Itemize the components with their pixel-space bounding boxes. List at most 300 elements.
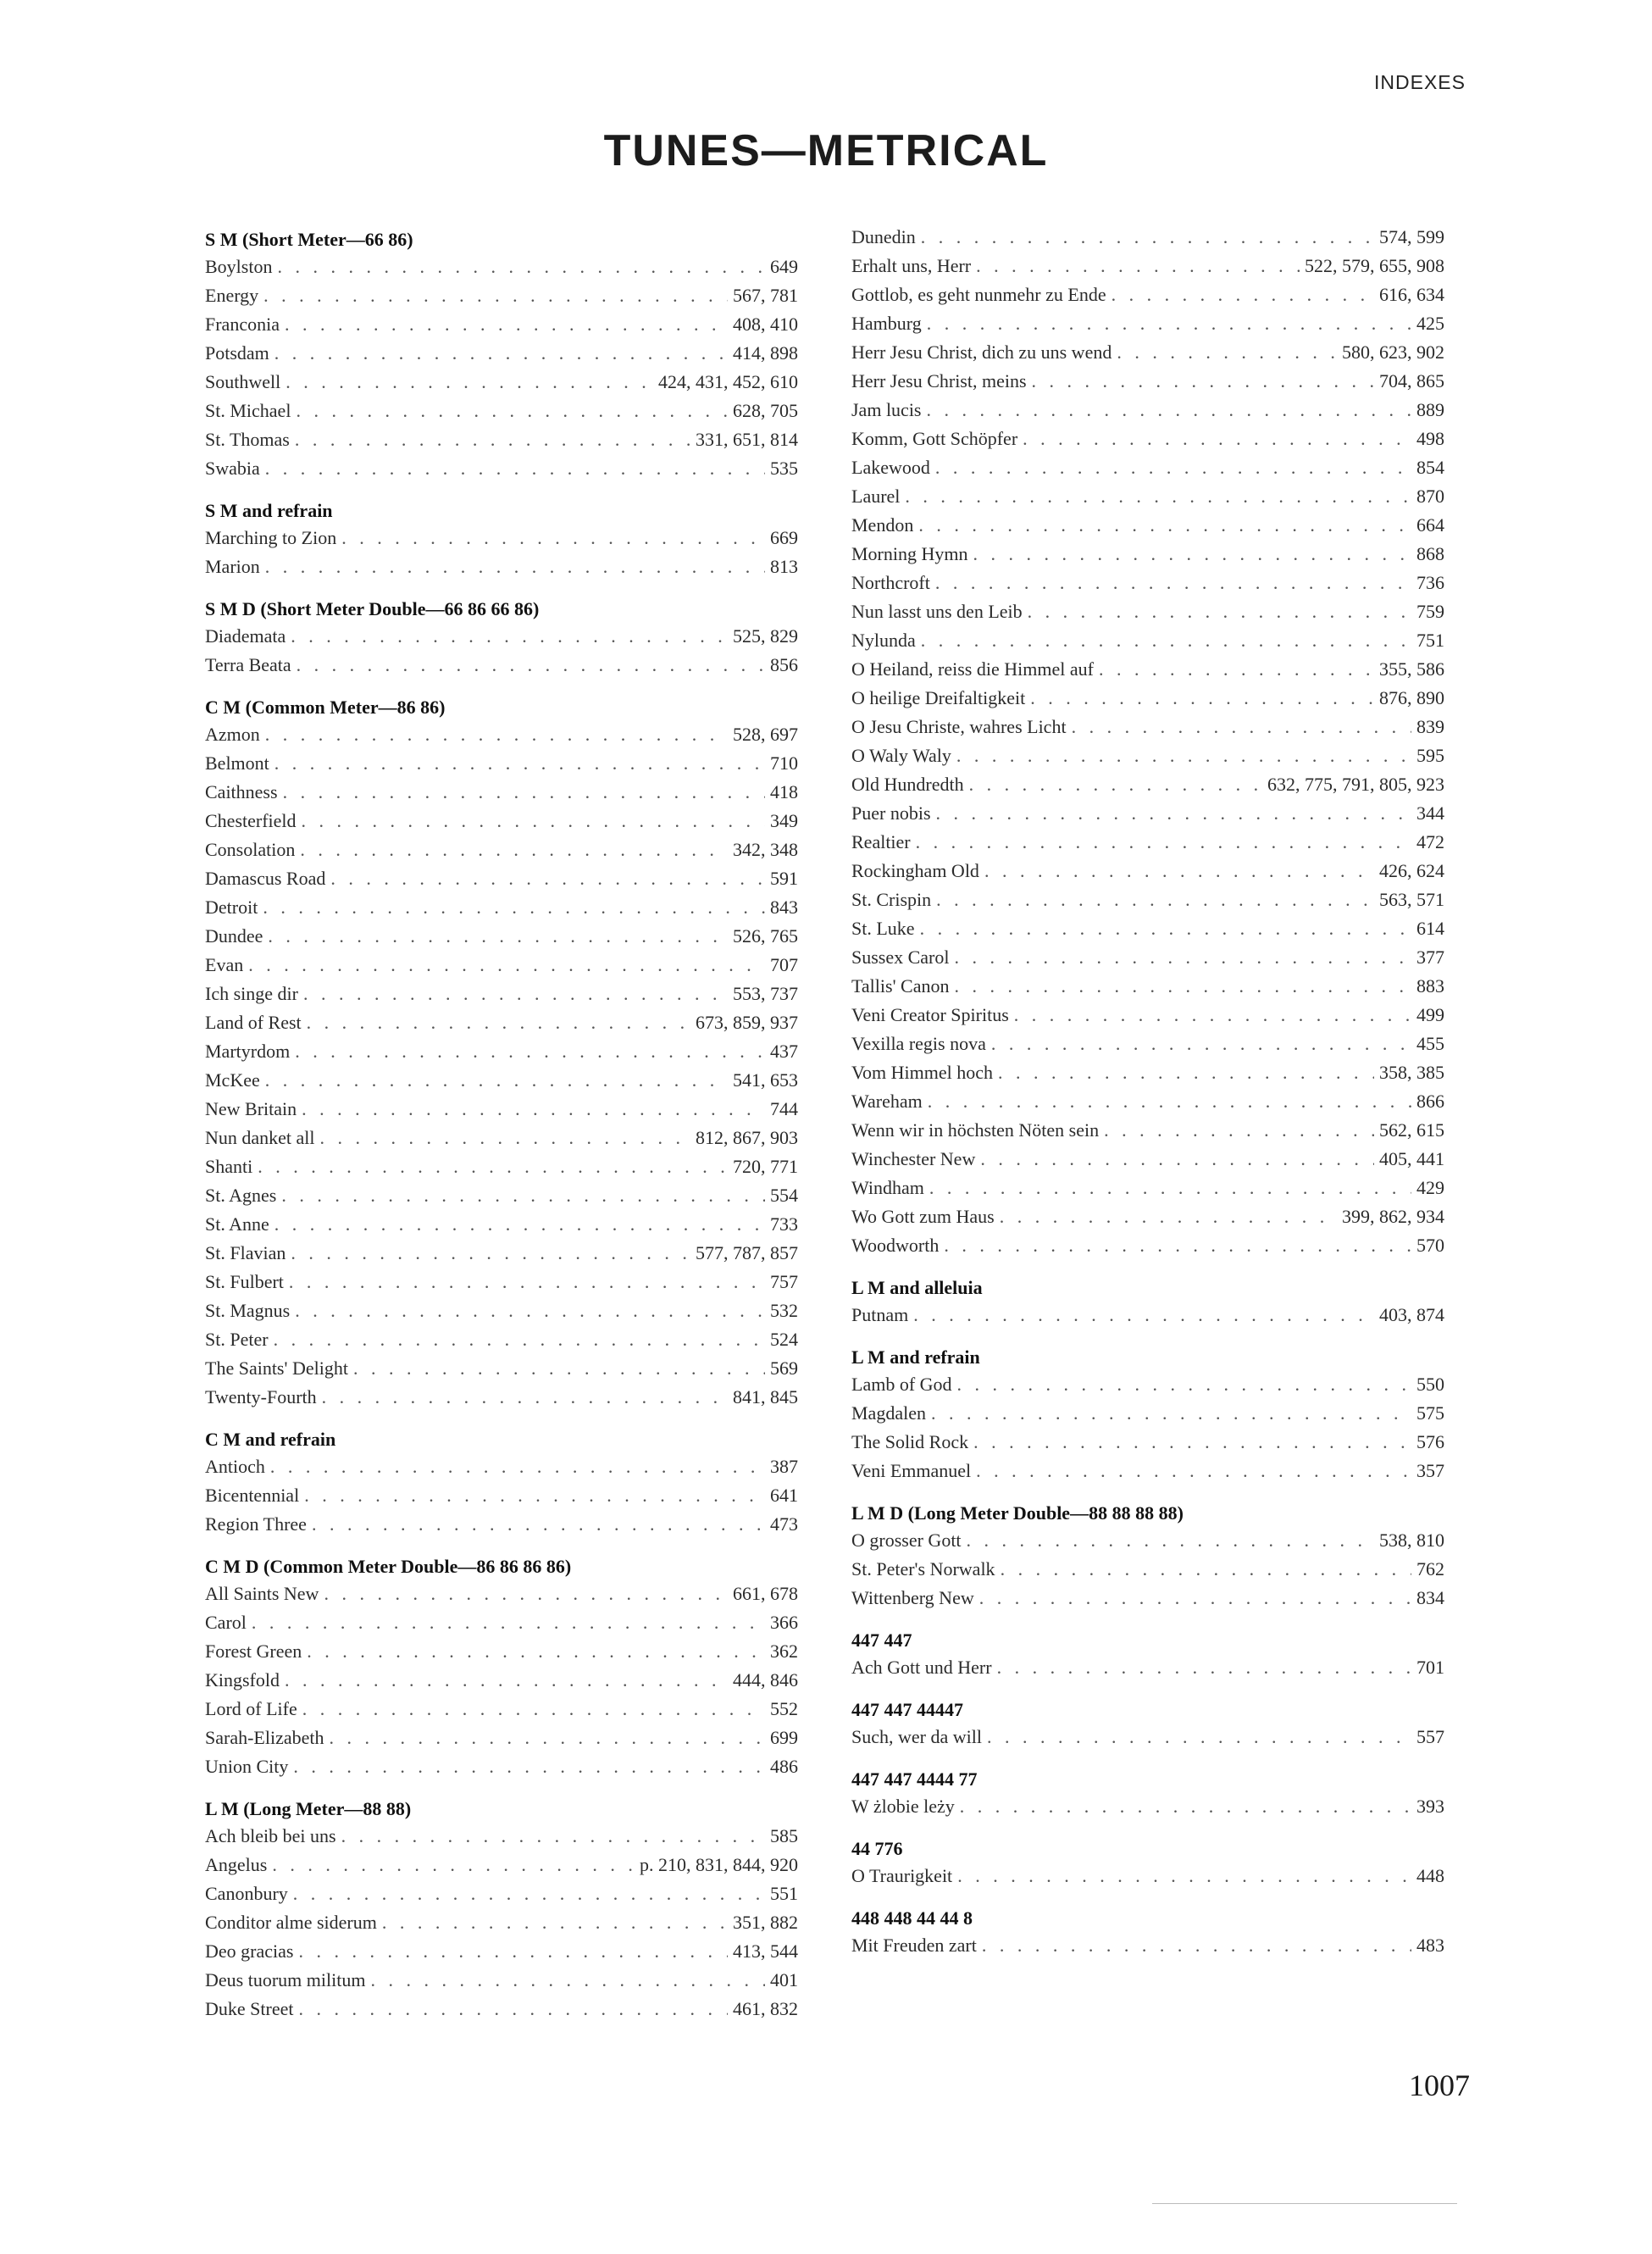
hymn-numbers: 444, 846 [733,1669,798,1690]
tune-name: St. Peter's Norwalk [851,1558,995,1579]
tune-name: Lamb of God [851,1374,952,1395]
index-entry [205,651,798,680]
dot-leader [987,1723,1411,1752]
hymn-numbers: 669 [770,527,798,548]
index-entry [205,454,798,483]
section-heading: 447 447 4444 77 [851,1768,978,1790]
hymn-numbers: 616, 634 [1379,284,1444,305]
tune-name: New Britain [205,1098,297,1119]
index-entry [851,1457,1444,1485]
dot-leader [265,720,728,749]
index-entry [205,1152,798,1181]
hymn-numbers: 538, 810 [1379,1530,1444,1551]
hymn-numbers: 843 [770,897,798,918]
tune-name: Woodworth [851,1235,940,1256]
index-entry [851,1584,1444,1613]
tune-name: Veni Emmanuel [851,1460,972,1481]
dot-leader [291,622,728,651]
tune-name: Duke Street [205,1998,294,2019]
index-entry [205,1239,798,1268]
dot-leader [272,1851,635,1879]
hymn-numbers: 841, 845 [733,1386,798,1407]
index-entry [205,778,798,807]
index-entry [205,1937,798,1966]
index-entry [205,368,798,397]
tune-name: Terra Beata [205,654,291,675]
section-heading: S M (Short Meter—66 86) [205,229,413,250]
dot-leader [296,397,728,425]
dot-leader [330,1724,766,1752]
hymn-numbers: 342, 348 [733,839,798,860]
hymn-numbers: 580, 623, 902 [1342,341,1444,363]
dot-leader [936,799,1412,828]
hymn-numbers: 563, 571 [1379,889,1444,910]
index-entry [851,280,1444,309]
dot-leader [295,1037,765,1066]
section-gap [851,1485,1444,1501]
hymn-numbers: 522, 579, 655, 908 [1305,255,1444,276]
tune-name: Old Hundredth [851,774,964,795]
index-entry [851,1723,1444,1752]
hymn-numbers: 707 [770,954,798,975]
dot-leader [944,1231,1411,1260]
dot-leader [341,524,765,552]
index-entry [851,799,1444,828]
dot-leader [1014,1001,1411,1030]
hymn-numbers: 704, 865 [1379,370,1444,391]
section-heading: L M and alleluia [851,1277,983,1298]
index-entry [851,943,1444,972]
dot-leader [263,281,728,310]
hymn-numbers: 751 [1416,630,1444,651]
index-entry [205,1008,798,1037]
tune-name: The Saints' Delight [205,1357,348,1379]
tune-name: Belmont [205,752,269,774]
index-entry [851,914,1444,943]
hymn-numbers: 429 [1416,1177,1444,1198]
dot-leader [935,453,1411,482]
hymn-numbers: 344 [1416,802,1444,824]
tune-name: Ach bleib bei uns [205,1825,336,1846]
index-entry [205,253,798,281]
tune-name: All Saints New [205,1583,319,1604]
index-entry [851,1116,1444,1145]
tune-name: Realtier [851,831,911,852]
tune-name: Sussex Carol [851,947,950,968]
hymn-numbers: 649 [770,256,798,277]
tune-name: Wenn wir in höchsten Nöten sein [851,1119,1100,1141]
hymn-numbers: 405, 441 [1379,1148,1444,1169]
tune-name: Wo Gott zum Haus [851,1206,995,1227]
hymn-numbers: 437 [770,1041,798,1062]
index-entry [205,864,798,893]
hymn-numbers: 550 [1416,1374,1444,1395]
tune-name: Region Three [205,1513,307,1535]
index-entry [851,1087,1444,1116]
index-column-left [205,227,798,2024]
dot-leader [289,1268,765,1296]
index-entry [851,1145,1444,1174]
hymn-numbers: 414, 898 [733,342,798,364]
section-heading: C M and refrain [205,1429,336,1450]
hymn-numbers: 762 [1416,1558,1444,1579]
dot-leader [955,943,1412,972]
tune-name: The Solid Rock [851,1431,969,1452]
dot-leader [1032,367,1374,396]
tune-name: Gottlob, es geht nunmehr zu Ende [851,284,1106,305]
dot-leader [353,1354,765,1383]
hymn-numbers: 553, 737 [733,983,798,1004]
index-entry [851,684,1444,713]
dot-leader [957,1370,1411,1399]
hymn-numbers: 401 [770,1969,798,1990]
section-heading: 44 776 [851,1838,903,1859]
tune-name: St. Fulbert [205,1271,284,1292]
tune-name: Lakewood [851,457,930,478]
dot-leader [258,1152,728,1181]
index-entry [851,1370,1444,1399]
dot-leader [976,252,1300,280]
dot-leader [274,1210,765,1239]
hymn-numbers: 720, 771 [733,1156,798,1177]
dot-leader [304,1481,765,1510]
index-entry [205,1095,798,1124]
hymn-numbers: 883 [1416,975,1444,997]
dot-leader [252,1608,765,1637]
index-entry [851,1428,1444,1457]
tune-name: Detroit [205,897,258,918]
index-entry [205,1124,798,1152]
dot-leader [341,1822,765,1851]
tune-name: Canonbury [205,1883,288,1904]
dot-leader [921,223,1374,252]
tune-name: Shanti [205,1156,253,1177]
section-gap [205,680,798,695]
hymn-numbers: 701 [1416,1657,1444,1678]
section-heading: C M (Common Meter—86 86) [205,697,446,718]
dot-leader [1028,597,1411,626]
index-entry [851,857,1444,886]
hymn-numbers: 358, 385 [1379,1062,1444,1083]
tune-name: Kingsfold [205,1669,280,1690]
index-entry [851,309,1444,338]
index-entry [851,1001,1444,1030]
hymn-numbers: 569 [770,1357,798,1379]
tune-name: Dunedin [851,226,916,247]
dot-leader [957,1862,1411,1890]
hymn-numbers: 535 [770,458,798,479]
hymn-numbers: 387 [770,1456,798,1477]
tune-name: Potsdam [205,342,269,364]
dot-leader [295,1296,765,1325]
hymn-numbers: 557 [1416,1726,1444,1747]
hymn-numbers: 856 [770,654,798,675]
tune-name: Komm, Gott Schöpfer [851,428,1018,449]
tune-name: Damascus Road [205,868,326,889]
index-entry [205,1579,798,1608]
dot-leader [1099,655,1374,684]
tune-name: Dundee [205,925,263,947]
hymn-numbers: 349 [770,810,798,831]
dot-leader [307,1008,690,1037]
hymn-numbers: 567, 781 [733,285,798,306]
tune-name: O Jesu Christe, wahres Licht [851,716,1067,737]
hymn-numbers: 357 [1416,1460,1444,1481]
dot-leader [281,1181,765,1210]
section-gap [851,1752,1444,1767]
dot-leader [293,1879,765,1908]
tune-name: Herr Jesu Christ, meins [851,370,1027,391]
hymn-numbers: 813 [770,556,798,577]
dot-leader [285,310,728,339]
tune-name: Wittenberg New [851,1587,974,1608]
hymn-numbers: 574, 599 [1379,226,1444,247]
index-entry [205,1452,798,1481]
hymn-numbers: 425 [1416,313,1444,334]
hymn-numbers: 889 [1416,399,1444,420]
dot-leader [1023,425,1411,453]
dot-leader [265,552,765,581]
tune-name: St. Peter [205,1329,269,1350]
tune-name: Southwell [205,371,281,392]
index-entry [205,1995,798,2024]
index-entry [851,1555,1444,1584]
hymn-numbers: 424, 431, 452, 610 [658,371,798,392]
hymn-numbers: 351, 882 [733,1912,798,1933]
hymn-numbers: 461, 832 [733,1998,798,2019]
dot-leader [956,741,1411,770]
tune-name: St. Magnus [205,1300,291,1321]
tune-name: O heilige Dreifaltigkeit [851,687,1026,708]
index-entry [205,1851,798,1879]
index-entry [851,972,1444,1001]
dot-leader [320,1124,690,1152]
tune-name: Conditor alme siderum [205,1912,377,1933]
dot-leader [1104,1116,1374,1145]
dot-leader [277,253,765,281]
dot-leader [960,1792,1411,1821]
index-entry [851,338,1444,367]
dot-leader [997,1653,1411,1682]
hymn-numbers: 577, 787, 857 [696,1242,798,1263]
page-number: 1007 [1409,2068,1470,2102]
index-entry [851,886,1444,914]
index-entry [205,1879,798,1908]
dot-leader [1072,713,1411,741]
index-entry [205,951,798,980]
tune-name: Energy [205,285,259,306]
dot-leader [928,1087,1411,1116]
dot-leader [982,1931,1411,1960]
section-heading: S M D (Short Meter Double—66 86 66 86) [205,598,540,619]
dot-leader [274,339,728,368]
tune-name: St. Michael [205,400,291,421]
section-gap [851,1260,1444,1275]
tune-name: Antioch [205,1456,265,1477]
hymn-numbers: 525, 829 [733,625,798,647]
dot-leader [921,626,1411,655]
index-entry [205,1822,798,1851]
dot-leader [929,1174,1411,1202]
tune-name: O Waly Waly [851,745,951,766]
hymn-numbers: 870 [1416,486,1444,507]
tune-name: Winchester New [851,1148,976,1169]
tune-name: Rockingham Old [851,860,979,881]
dot-leader [913,1301,1374,1330]
index-entry [205,1181,798,1210]
dot-leader [1000,1202,1337,1231]
tune-name: Caithness [205,781,278,802]
hymn-numbers: 486 [770,1756,798,1777]
index-entry [851,770,1444,799]
hymn-numbers: 554 [770,1185,798,1206]
section-heading: L M D (Long Meter Double—88 88 88 88) [851,1502,1184,1524]
hymn-numbers: 699 [770,1727,798,1748]
hymn-numbers: 812, 867, 903 [696,1127,798,1148]
index-entry [205,1383,798,1412]
tune-name: Tallis' Canon [851,975,950,997]
section-heading: 447 447 44447 [851,1699,963,1720]
section-gap [205,483,798,498]
tune-name: O Heiland, reiss die Himmel auf [851,658,1094,680]
dot-leader [1001,1555,1411,1584]
dot-leader [274,1325,765,1354]
hymn-numbers: 455 [1416,1033,1444,1054]
dot-leader [265,1066,728,1095]
hymn-numbers: p. 210, 831, 844, 920 [640,1854,798,1875]
index-entry [205,1037,798,1066]
dot-leader [927,309,1411,338]
index-entry [851,1862,1444,1890]
index-entry [205,622,798,651]
index-entry [851,655,1444,684]
dot-leader [297,651,765,680]
dot-leader [274,749,765,778]
index-entry [851,1526,1444,1555]
section-gap [205,1412,798,1427]
index-entry [205,397,798,425]
index-entry [851,367,1444,396]
dot-leader [969,770,1262,799]
index-entry [851,482,1444,511]
dot-leader [302,807,765,836]
hymn-numbers: 498 [1416,428,1444,449]
dot-leader [980,1145,1374,1174]
hymn-numbers: 664 [1416,514,1444,536]
section-heading: L M and refrain [851,1346,980,1368]
hymn-numbers: 736 [1416,572,1444,593]
index-entry [205,1066,798,1095]
hymn-numbers: 408, 410 [733,314,798,335]
dot-leader [307,1637,765,1666]
tune-name: Ich singe dir [205,983,298,1004]
hymn-numbers: 526, 765 [733,925,798,947]
index-entry [205,749,798,778]
index-entry [205,807,798,836]
dot-leader [973,540,1412,569]
page-title: TUNES—METRICAL [603,126,1049,175]
tune-name: Swabia [205,458,260,479]
tune-name: Deus tuorum militum [205,1969,366,1990]
index-entry [851,1058,1444,1087]
tune-name: Sarah-Elizabeth [205,1727,324,1748]
tune-name: Martyrdom [205,1041,291,1062]
dot-leader [302,1095,765,1124]
dot-leader [293,1752,765,1781]
hymn-numbers: 426, 624 [1379,860,1444,881]
tune-name: Erhalt uns, Herr [851,255,972,276]
index-entry [205,1608,798,1637]
tune-name: Union City [205,1756,289,1777]
hymn-numbers: 585 [770,1825,798,1846]
dot-leader [936,886,1374,914]
tune-name: Chesterfield [205,810,297,831]
section-heading: 448 448 44 44 8 [851,1907,973,1929]
index-entry [851,1399,1444,1428]
dot-leader [905,482,1411,511]
tune-name: Lord of Life [205,1698,297,1719]
section-gap [851,1682,1444,1697]
index-entry [851,828,1444,857]
index-entry [205,1637,798,1666]
index-entry [205,1481,798,1510]
hymn-numbers: 759 [1416,601,1444,622]
dot-leader [954,972,1411,1001]
dot-leader [285,368,653,397]
dot-leader [263,893,765,922]
dot-leader [935,569,1411,597]
dot-leader [322,1383,728,1412]
tune-name: McKee [205,1069,260,1091]
hymn-numbers: 499 [1416,1004,1444,1025]
index-entry [205,310,798,339]
section-gap [851,1330,1444,1345]
index-entry [851,1653,1444,1682]
index-entry [205,980,798,1008]
hymn-numbers: 472 [1416,831,1444,852]
hymn-numbers: 399, 862, 934 [1342,1206,1444,1227]
hymn-numbers: 575 [1416,1402,1444,1424]
tune-name: Herr Jesu Christ, dich zu uns wend [851,341,1112,363]
section-heading: C M D (Common Meter Double—86 86 86 86) [205,1556,572,1577]
dot-leader [998,1058,1374,1087]
index-entry [851,252,1444,280]
dot-leader [291,1239,690,1268]
index-entry [851,741,1444,770]
tune-name: Jam lucis [851,399,922,420]
tune-name: Nylunda [851,630,916,651]
dot-leader [1111,280,1374,309]
index-entry [205,1325,798,1354]
index-entry [205,425,798,454]
index-entry [205,1724,798,1752]
index-entry [205,1908,798,1937]
hymn-numbers: 403, 874 [1379,1304,1444,1325]
section-gap [205,1781,798,1796]
tune-name: St. Crispin [851,889,932,910]
tune-name: St. Anne [205,1213,269,1235]
index-entry [205,1966,798,1995]
dot-leader [927,396,1412,425]
tune-name: O Traurigkeit [851,1865,953,1886]
index-entry [851,626,1444,655]
tune-name: Laurel [851,486,901,507]
tune-name: Marion [205,556,260,577]
tune-name: Morning Hymn [851,543,968,564]
tune-name: Bicentennial [205,1485,300,1506]
dot-leader [303,980,728,1008]
index-entry [205,281,798,310]
